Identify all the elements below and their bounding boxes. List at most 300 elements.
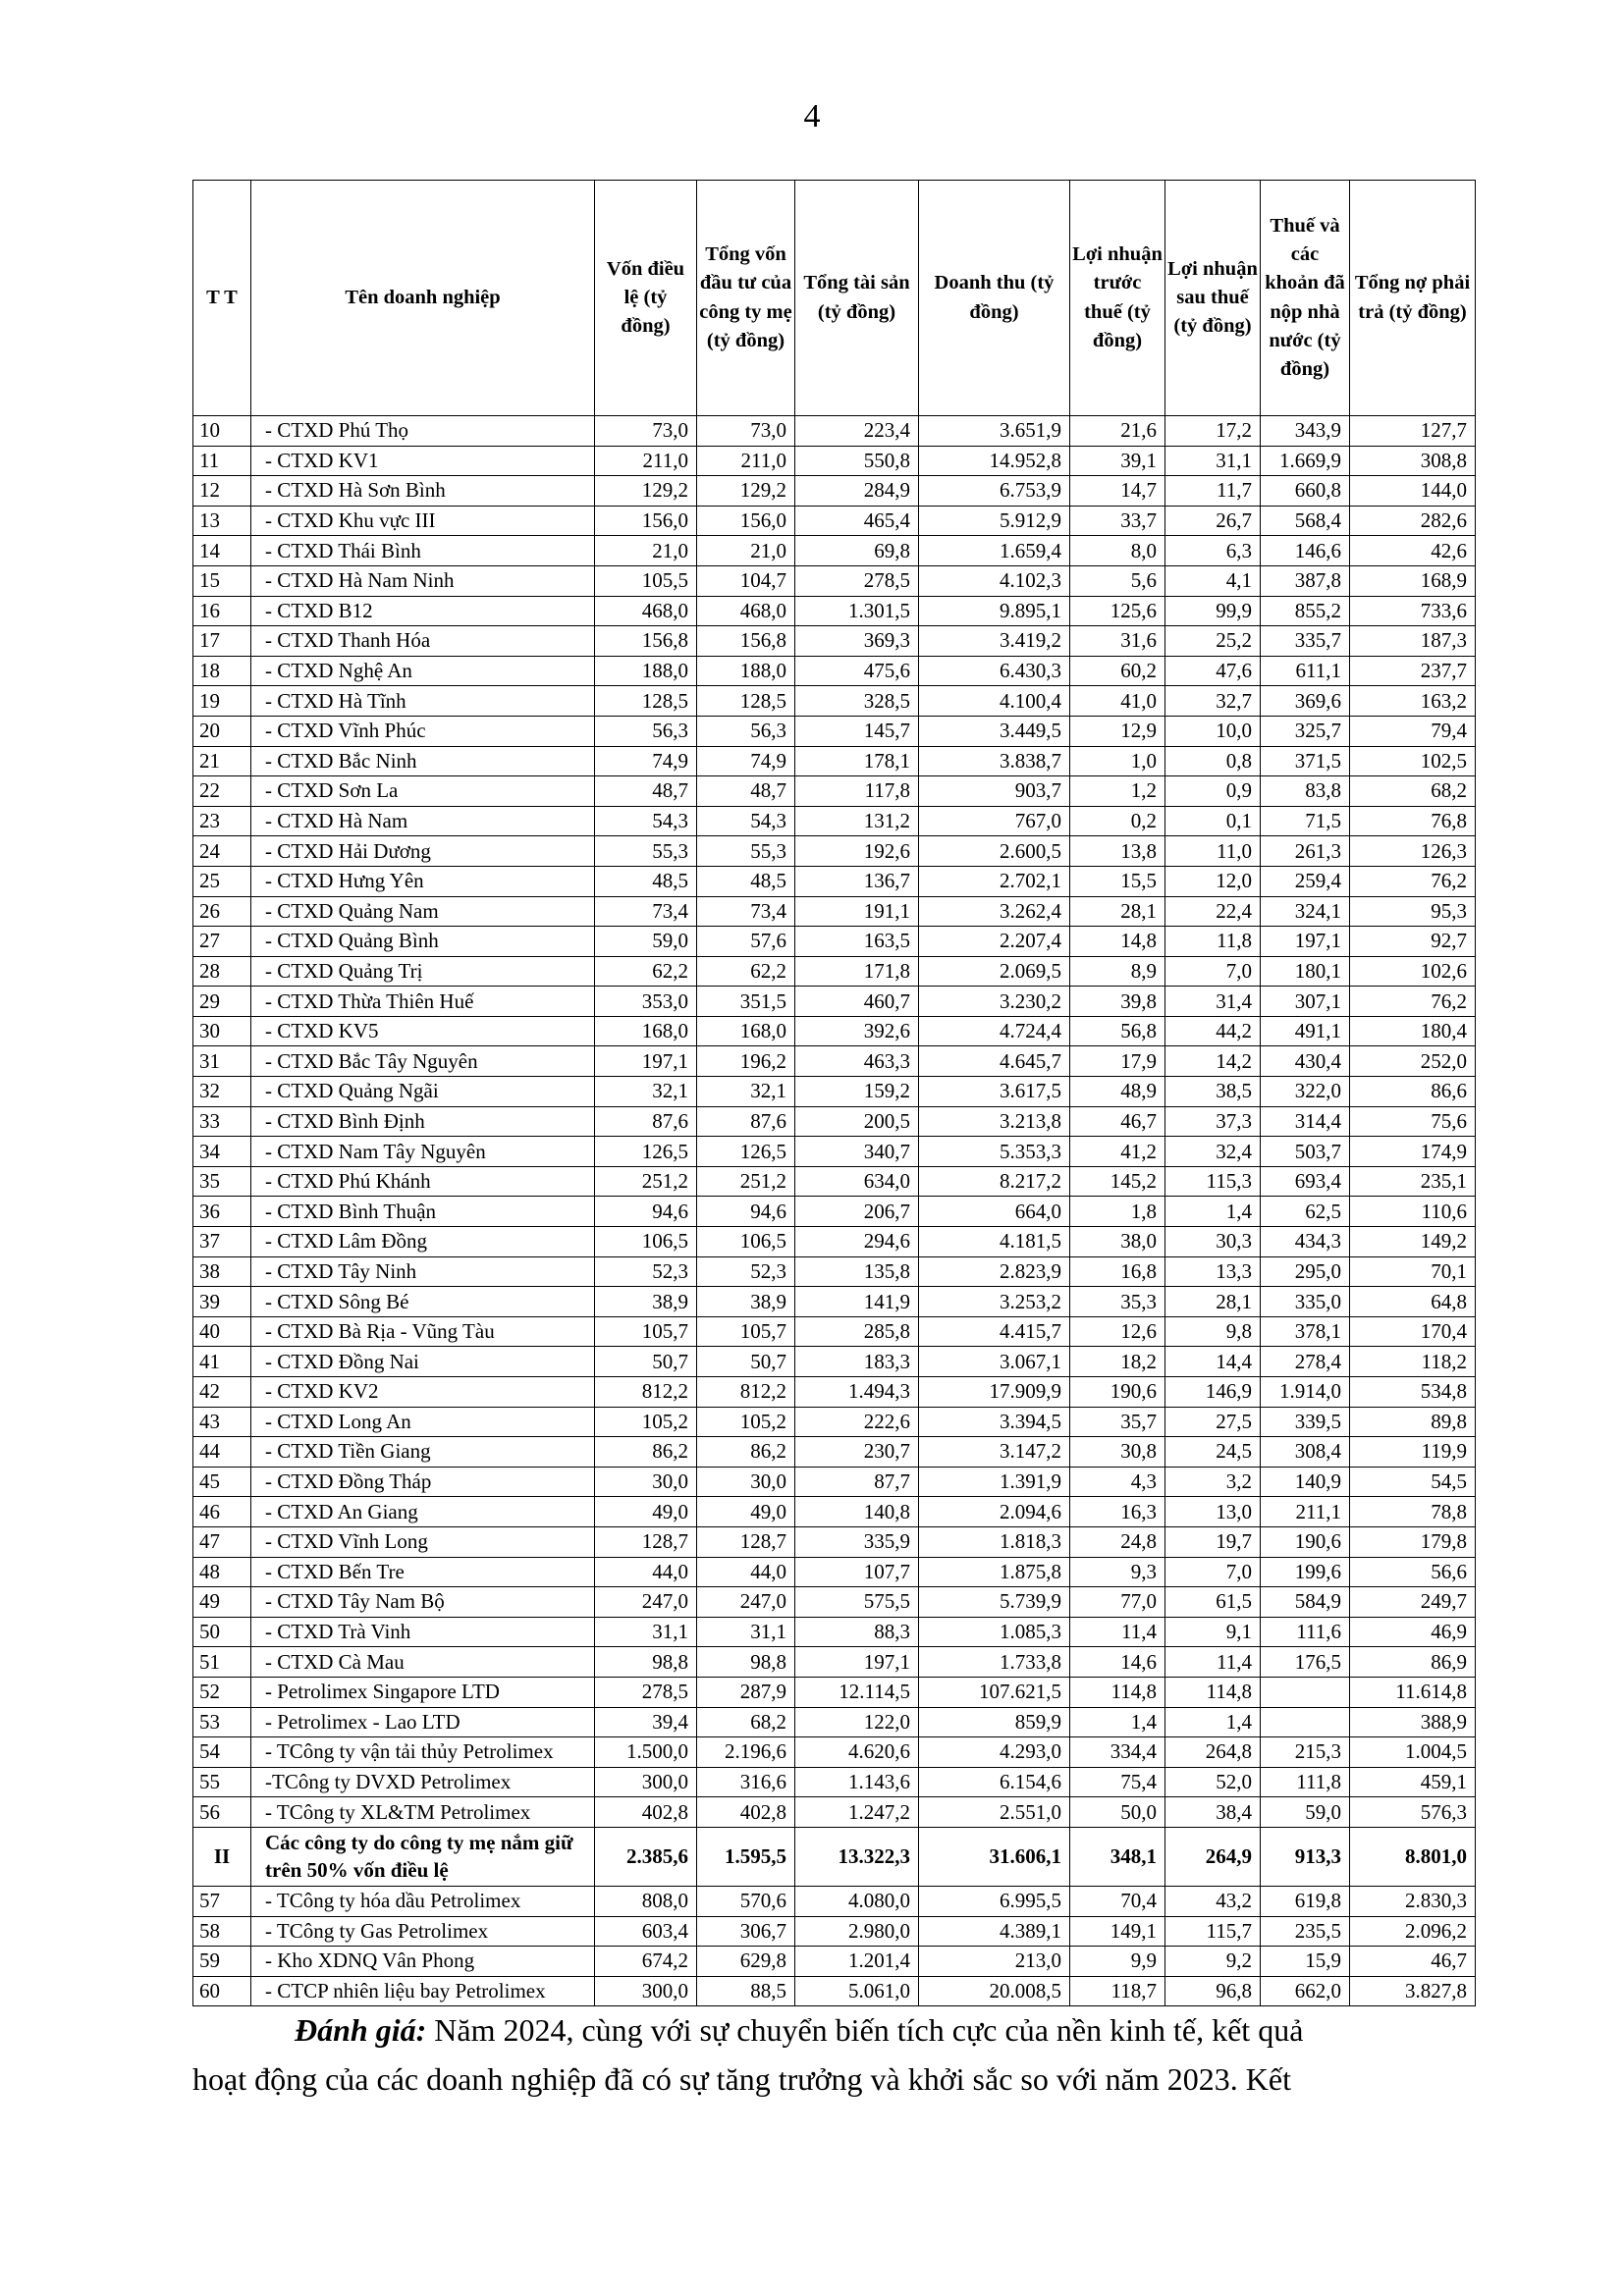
table-row <box>193 1377 1476 1408</box>
cell-enterprise-name: - CTXD Trà Vinh <box>251 1617 595 1647</box>
cell-profit-after-tax: 1,4 <box>1165 1707 1261 1737</box>
cell-charter-capital: 44,0 <box>595 1557 697 1587</box>
cell-profit-after-tax: 24,5 <box>1165 1437 1261 1468</box>
table-row <box>193 1046 1476 1077</box>
cell-parent-investment: 188,0 <box>697 656 795 686</box>
cell-tt: 49 <box>193 1587 251 1618</box>
cell-charter-capital: 105,5 <box>595 565 697 596</box>
cell-parent-investment: 74,9 <box>697 746 795 776</box>
cell-total-assets: 178,1 <box>795 746 919 776</box>
cell-enterprise-name: - CTXD Quảng Nam <box>251 896 595 927</box>
cell-enterprise-name: - CTXD Thái Bình <box>251 536 595 566</box>
cell-profit-before-tax: 50,0 <box>1070 1797 1165 1828</box>
cell-profit-after-tax: 14,4 <box>1165 1347 1261 1377</box>
cell-total-liabilities: 163,2 <box>1350 686 1476 717</box>
cell-taxes-paid: 261,3 <box>1261 836 1350 867</box>
cell-tt: 54 <box>193 1737 251 1768</box>
cell-tt: 38 <box>193 1256 251 1287</box>
table-row <box>193 1677 1476 1707</box>
cell-tt: 24 <box>193 836 251 867</box>
cell-parent-investment: 126,5 <box>697 1137 795 1167</box>
cell-enterprise-name: - CTXD Hải Dương <box>251 836 595 867</box>
cell-total-liabilities: 70,1 <box>1350 1256 1476 1287</box>
cell-charter-capital: 105,7 <box>595 1316 697 1347</box>
cell-charter-capital: 278,5 <box>595 1677 697 1707</box>
cell-taxes-paid: 611,1 <box>1261 656 1350 686</box>
cell-enterprise-name: - CTXD Tây Nam Bộ <box>251 1587 595 1618</box>
cell-taxes-paid: 584,9 <box>1261 1587 1350 1618</box>
cell-total-liabilities: 8.801,0 <box>1350 1827 1476 1886</box>
cell-taxes-paid: 335,0 <box>1261 1287 1350 1317</box>
cell-tt: 18 <box>193 656 251 686</box>
cell-charter-capital: 52,3 <box>595 1256 697 1287</box>
cell-revenue: 2.094,6 <box>919 1497 1070 1527</box>
cell-revenue: 3.838,7 <box>919 746 1070 776</box>
cell-enterprise-name: - CTXD B12 <box>251 596 595 626</box>
cell-taxes-paid: 308,4 <box>1261 1437 1350 1468</box>
table-row <box>193 656 1476 686</box>
cell-enterprise-name: - CTXD Thừa Thiên Huế <box>251 987 595 1017</box>
cell-revenue: 3.147,2 <box>919 1437 1070 1468</box>
cell-profit-after-tax: 10,0 <box>1165 716 1261 746</box>
cell-profit-after-tax: 13,3 <box>1165 1256 1261 1287</box>
cell-profit-before-tax: 125,6 <box>1070 596 1165 626</box>
cell-enterprise-name: - CTXD Khu vực III <box>251 506 595 536</box>
cell-profit-before-tax: 8,9 <box>1070 956 1165 987</box>
cell-taxes-paid: 307,1 <box>1261 987 1350 1017</box>
cell-profit-after-tax: 11,0 <box>1165 836 1261 867</box>
cell-tt: 13 <box>193 506 251 536</box>
cell-revenue: 4.389,1 <box>919 1916 1070 1947</box>
cell-charter-capital: 674,2 <box>595 1947 697 1977</box>
cell-charter-capital: 129,2 <box>595 476 697 507</box>
cell-total-liabilities: 249,7 <box>1350 1587 1476 1618</box>
cell-tt: 16 <box>193 596 251 626</box>
header-total-assets: Tổng tài sản (tỷ đồng) <box>795 181 919 416</box>
cell-total-assets: 230,7 <box>795 1437 919 1468</box>
cell-total-assets: 1.247,2 <box>795 1797 919 1828</box>
table-row <box>193 1557 1476 1587</box>
cell-revenue: 17.909,9 <box>919 1377 1070 1408</box>
cell-taxes-paid: 62,5 <box>1261 1197 1350 1227</box>
cell-profit-after-tax: 19,7 <box>1165 1526 1261 1557</box>
cell-profit-after-tax: 9,8 <box>1165 1316 1261 1347</box>
cell-revenue: 664,0 <box>919 1197 1070 1227</box>
cell-total-liabilities: 79,4 <box>1350 716 1476 746</box>
cell-profit-before-tax: 149,1 <box>1070 1916 1165 1947</box>
table-row <box>193 1256 1476 1287</box>
cell-parent-investment: 44,0 <box>697 1557 795 1587</box>
cell-total-liabilities: 2.830,3 <box>1350 1886 1476 1916</box>
cell-profit-before-tax: 9,3 <box>1070 1557 1165 1587</box>
cell-taxes-paid <box>1261 1707 1350 1737</box>
cell-charter-capital: 128,5 <box>595 686 697 717</box>
cell-total-liabilities: 46,9 <box>1350 1617 1476 1647</box>
cell-parent-investment: 94,6 <box>697 1197 795 1227</box>
cell-taxes-paid: 430,4 <box>1261 1046 1350 1077</box>
cell-parent-investment: 156,8 <box>697 626 795 657</box>
cell-profit-before-tax: 16,3 <box>1070 1497 1165 1527</box>
cell-enterprise-name: - CTXD KV1 <box>251 446 595 476</box>
cell-charter-capital: 56,3 <box>595 716 697 746</box>
table-row <box>193 1647 1476 1678</box>
cell-profit-after-tax: 0,8 <box>1165 746 1261 776</box>
table-row <box>193 956 1476 987</box>
cell-total-liabilities: 126,3 <box>1350 836 1476 867</box>
cell-total-liabilities: 388,9 <box>1350 1707 1476 1737</box>
cell-profit-after-tax: 47,6 <box>1165 656 1261 686</box>
cell-profit-after-tax: 115,3 <box>1165 1166 1261 1197</box>
cell-taxes-paid: 59,0 <box>1261 1797 1350 1828</box>
cell-revenue: 3.651,9 <box>919 416 1070 447</box>
cell-profit-before-tax: 24,8 <box>1070 1526 1165 1557</box>
cell-parent-investment: 128,7 <box>697 1526 795 1557</box>
cell-charter-capital: 128,7 <box>595 1526 697 1557</box>
cell-enterprise-name: - CTXD Phú Thọ <box>251 416 595 447</box>
header-profit-after-tax: Lợi nhuận sau thuế (tỷ đồng) <box>1165 181 1261 416</box>
cell-revenue: 4.100,4 <box>919 686 1070 717</box>
cell-taxes-paid: 343,9 <box>1261 416 1350 447</box>
cell-profit-after-tax: 7,0 <box>1165 956 1261 987</box>
cell-total-liabilities: 1.004,5 <box>1350 1737 1476 1768</box>
cell-enterprise-name: - TCông ty vận tải thủy Petrolimex <box>251 1737 595 1768</box>
cell-parent-investment: 156,0 <box>697 506 795 536</box>
cell-profit-before-tax: 21,6 <box>1070 416 1165 447</box>
cell-profit-after-tax: 30,3 <box>1165 1227 1261 1257</box>
cell-profit-before-tax: 348,1 <box>1070 1827 1165 1886</box>
cell-charter-capital: 38,9 <box>595 1287 697 1317</box>
cell-enterprise-name: - CTXD Đồng Tháp <box>251 1467 595 1497</box>
cell-enterprise-name: - CTXD Bà Rịa - Vũng Tàu <box>251 1316 595 1347</box>
cell-parent-investment: 87,6 <box>697 1106 795 1137</box>
cell-tt: 21 <box>193 746 251 776</box>
cell-total-liabilities: 170,4 <box>1350 1316 1476 1347</box>
cell-revenue: 5.739,9 <box>919 1587 1070 1618</box>
cell-total-assets: 117,8 <box>795 776 919 807</box>
cell-taxes-paid: 335,7 <box>1261 626 1350 657</box>
table-row <box>193 1976 1476 2006</box>
cell-total-liabilities: 459,1 <box>1350 1767 1476 1797</box>
cell-tt: 47 <box>193 1526 251 1557</box>
cell-charter-capital: 50,7 <box>595 1347 697 1377</box>
cell-total-assets: 550,8 <box>795 446 919 476</box>
cell-profit-after-tax: 38,4 <box>1165 1797 1261 1828</box>
cell-profit-after-tax: 11,8 <box>1165 927 1261 957</box>
cell-profit-after-tax: 32,4 <box>1165 1137 1261 1167</box>
cell-profit-before-tax: 114,8 <box>1070 1677 1165 1707</box>
cell-enterprise-name: - CTXD KV5 <box>251 1016 595 1046</box>
cell-profit-before-tax: 4,3 <box>1070 1467 1165 1497</box>
cell-profit-after-tax: 22,4 <box>1165 896 1261 927</box>
cell-total-liabilities: 127,7 <box>1350 416 1476 447</box>
cell-total-assets: 465,4 <box>795 506 919 536</box>
table-row <box>193 1617 1476 1647</box>
cell-parent-investment: 247,0 <box>697 1587 795 1618</box>
cell-revenue: 4.415,7 <box>919 1316 1070 1347</box>
cell-total-liabilities: 235,1 <box>1350 1166 1476 1197</box>
cell-total-assets: 145,7 <box>795 716 919 746</box>
cell-total-liabilities: 174,9 <box>1350 1137 1476 1167</box>
table-row <box>193 446 1476 476</box>
cell-charter-capital: 156,8 <box>595 626 697 657</box>
cell-profit-after-tax: 1,4 <box>1165 1197 1261 1227</box>
cell-enterprise-name: - Petrolimex Singapore LTD <box>251 1677 595 1707</box>
cell-revenue: 3.213,8 <box>919 1106 1070 1137</box>
cell-parent-investment: 316,6 <box>697 1767 795 1797</box>
table-row <box>193 1227 1476 1257</box>
cell-total-liabilities: 76,2 <box>1350 987 1476 1017</box>
cell-tt: 28 <box>193 956 251 987</box>
cell-total-liabilities: 576,3 <box>1350 1797 1476 1828</box>
cell-charter-capital: 48,5 <box>595 866 697 896</box>
header-profit-before-tax: Lợi nhuận trước thuế (tỷ đồng) <box>1070 181 1165 416</box>
enterprise-table <box>192 180 1476 2006</box>
cell-profit-after-tax: 99,9 <box>1165 596 1261 626</box>
cell-profit-before-tax: 77,0 <box>1070 1587 1165 1618</box>
cell-revenue: 2.823,9 <box>919 1256 1070 1287</box>
cell-profit-before-tax: 48,9 <box>1070 1077 1165 1107</box>
table-row <box>193 626 1476 657</box>
cell-tt: 14 <box>193 536 251 566</box>
cell-tt: 29 <box>193 987 251 1017</box>
cell-total-assets: 122,0 <box>795 1707 919 1737</box>
cell-profit-after-tax: 43,2 <box>1165 1886 1261 1916</box>
cell-profit-before-tax: 70,4 <box>1070 1886 1165 1916</box>
cell-enterprise-name: - CTXD Lâm Đồng <box>251 1227 595 1257</box>
cell-total-assets: 340,7 <box>795 1137 919 1167</box>
cell-charter-capital: 59,0 <box>595 927 697 957</box>
table-row <box>193 1707 1476 1737</box>
cell-parent-investment: 68,2 <box>697 1707 795 1737</box>
cell-charter-capital: 156,0 <box>595 506 697 536</box>
cell-profit-before-tax: 31,6 <box>1070 626 1165 657</box>
cell-enterprise-name: - CTXD Tây Ninh <box>251 1256 595 1287</box>
cell-profit-before-tax: 12,6 <box>1070 1316 1165 1347</box>
assessment-lead: Đánh giá: <box>295 2012 427 2048</box>
cell-tt: 20 <box>193 716 251 746</box>
cell-revenue: 1.085,3 <box>919 1617 1070 1647</box>
cell-tt: 19 <box>193 686 251 717</box>
cell-charter-capital: 32,1 <box>595 1077 697 1107</box>
cell-parent-investment: 104,7 <box>697 565 795 596</box>
cell-enterprise-name: - CTXD KV2 <box>251 1377 595 1408</box>
cell-total-assets: 460,7 <box>795 987 919 1017</box>
cell-enterprise-name: - CTXD Hưng Yên <box>251 866 595 896</box>
cell-taxes-paid: 1.669,9 <box>1261 446 1350 476</box>
cell-taxes-paid <box>1261 1677 1350 1707</box>
cell-parent-investment: 73,0 <box>697 416 795 447</box>
cell-total-assets: 197,1 <box>795 1647 919 1678</box>
cell-tt: 17 <box>193 626 251 657</box>
cell-charter-capital: 73,4 <box>595 896 697 927</box>
cell-tt: 11 <box>193 446 251 476</box>
cell-taxes-paid: 619,8 <box>1261 1886 1350 1916</box>
cell-total-liabilities: 78,8 <box>1350 1497 1476 1527</box>
cell-total-liabilities: 733,6 <box>1350 596 1476 626</box>
cell-taxes-paid: 71,5 <box>1261 806 1350 836</box>
cell-parent-investment: 48,5 <box>697 866 795 896</box>
cell-charter-capital: 30,0 <box>595 1467 697 1497</box>
cell-charter-capital: 87,6 <box>595 1106 697 1137</box>
cell-total-assets: 140,8 <box>795 1497 919 1527</box>
cell-enterprise-name: - CTXD Sơn La <box>251 776 595 807</box>
cell-charter-capital: 31,1 <box>595 1617 697 1647</box>
table-row <box>193 1197 1476 1227</box>
cell-revenue: 6.154,6 <box>919 1767 1070 1797</box>
cell-taxes-paid: 434,3 <box>1261 1227 1350 1257</box>
cell-revenue: 4.724,4 <box>919 1016 1070 1046</box>
cell-profit-before-tax: 5,6 <box>1070 565 1165 596</box>
cell-total-assets: 191,1 <box>795 896 919 927</box>
cell-revenue: 2.069,5 <box>919 956 1070 987</box>
cell-revenue: 8.217,2 <box>919 1166 1070 1197</box>
cell-tt: 53 <box>193 1707 251 1737</box>
cell-profit-before-tax: 1,8 <box>1070 1197 1165 1227</box>
cell-revenue: 3.419,2 <box>919 626 1070 657</box>
table-row <box>193 1137 1476 1167</box>
cell-profit-before-tax: 0,2 <box>1070 806 1165 836</box>
cell-total-liabilities: 534,8 <box>1350 1377 1476 1408</box>
cell-taxes-paid: 491,1 <box>1261 1016 1350 1046</box>
cell-enterprise-name: - TCông ty Gas Petrolimex <box>251 1916 595 1947</box>
cell-taxes-paid: 913,3 <box>1261 1827 1350 1886</box>
cell-taxes-paid: 378,1 <box>1261 1316 1350 1347</box>
cell-charter-capital: 300,0 <box>595 1976 697 2006</box>
cell-taxes-paid: 146,6 <box>1261 536 1350 566</box>
cell-profit-after-tax: 14,2 <box>1165 1046 1261 1077</box>
cell-profit-before-tax: 41,2 <box>1070 1137 1165 1167</box>
cell-total-liabilities: 2.096,2 <box>1350 1916 1476 1947</box>
cell-total-liabilities: 42,6 <box>1350 536 1476 566</box>
cell-taxes-paid: 259,4 <box>1261 866 1350 896</box>
cell-profit-after-tax: 44,2 <box>1165 1016 1261 1046</box>
cell-profit-after-tax: 11,7 <box>1165 476 1261 507</box>
assessment-line-2: hoạt động của các doanh nghiệp đã có sự tăng trưởng và khởi sắc so với năm 2023. Kết <box>192 2061 1291 2097</box>
page-number: 4 <box>803 98 821 134</box>
cell-profit-after-tax: 61,5 <box>1165 1587 1261 1618</box>
cell-total-liabilities: 118,2 <box>1350 1347 1476 1377</box>
cell-charter-capital: 812,2 <box>595 1377 697 1408</box>
cell-charter-capital: 21,0 <box>595 536 697 566</box>
cell-profit-after-tax: 9,2 <box>1165 1947 1261 1977</box>
cell-profit-after-tax: 96,8 <box>1165 1976 1261 2006</box>
cell-profit-before-tax: 39,1 <box>1070 446 1165 476</box>
table-row <box>193 1077 1476 1107</box>
cell-total-assets: 183,3 <box>795 1347 919 1377</box>
cell-profit-before-tax: 56,8 <box>1070 1016 1165 1046</box>
cell-charter-capital: 55,3 <box>595 836 697 867</box>
cell-enterprise-name: Các công ty do công ty mẹ nắm giữ trên 50% vốn điều lệ <box>251 1827 595 1886</box>
cell-enterprise-name: - CTXD Bình Định <box>251 1106 595 1137</box>
cell-total-liabilities: 86,6 <box>1350 1077 1476 1107</box>
cell-enterprise-name: - CTXD Bến Tre <box>251 1557 595 1587</box>
cell-parent-investment: 49,0 <box>697 1497 795 1527</box>
cell-taxes-paid: 295,0 <box>1261 1256 1350 1287</box>
cell-profit-after-tax: 7,0 <box>1165 1557 1261 1587</box>
cell-charter-capital: 126,5 <box>595 1137 697 1167</box>
cell-total-liabilities: 144,0 <box>1350 476 1476 507</box>
table-row <box>193 1016 1476 1046</box>
table-row <box>193 1916 1476 1947</box>
cell-parent-investment: 73,4 <box>697 896 795 927</box>
header-taxes-paid: Thuế và các khoản đã nộp nhà nước (tỷ đồng) <box>1261 181 1350 416</box>
cell-revenue: 20.008,5 <box>919 1976 1070 2006</box>
cell-charter-capital: 106,5 <box>595 1227 697 1257</box>
cell-taxes-paid: 180,1 <box>1261 956 1350 987</box>
cell-taxes-paid: 855,2 <box>1261 596 1350 626</box>
cell-profit-before-tax: 11,4 <box>1070 1617 1165 1647</box>
cell-tt: 59 <box>193 1947 251 1977</box>
cell-charter-capital: 62,2 <box>595 956 697 987</box>
cell-parent-investment: 86,2 <box>697 1437 795 1468</box>
cell-tt: 43 <box>193 1407 251 1437</box>
cell-total-liabilities: 308,8 <box>1350 446 1476 476</box>
cell-total-liabilities: 3.827,8 <box>1350 1976 1476 2006</box>
cell-profit-before-tax: 38,0 <box>1070 1227 1165 1257</box>
cell-charter-capital: 468,0 <box>595 596 697 626</box>
table-group-row <box>193 1827 1476 1886</box>
cell-total-liabilities: 237,7 <box>1350 656 1476 686</box>
cell-enterprise-name: - CTXD Bắc Ninh <box>251 746 595 776</box>
cell-tt: 60 <box>193 1976 251 2006</box>
cell-revenue: 4.645,7 <box>919 1046 1070 1077</box>
cell-profit-after-tax: 264,8 <box>1165 1737 1261 1768</box>
cell-total-liabilities: 11.614,8 <box>1350 1677 1476 1707</box>
cell-total-assets: 328,5 <box>795 686 919 717</box>
cell-total-assets: 463,3 <box>795 1046 919 1077</box>
cell-tt: 10 <box>193 416 251 447</box>
cell-charter-capital: 54,3 <box>595 806 697 836</box>
table-row <box>193 1737 1476 1768</box>
cell-total-assets: 69,8 <box>795 536 919 566</box>
cell-tt: 23 <box>193 806 251 836</box>
cell-revenue: 1.659,4 <box>919 536 1070 566</box>
cell-enterprise-name: - CTXD Đồng Nai <box>251 1347 595 1377</box>
table-row <box>193 716 1476 746</box>
cell-parent-investment: 32,1 <box>697 1077 795 1107</box>
cell-total-liabilities: 102,5 <box>1350 746 1476 776</box>
cell-total-liabilities: 252,0 <box>1350 1046 1476 1077</box>
header-revenue: Doanh thu (tỷ đồng) <box>919 181 1070 416</box>
cell-enterprise-name: - CTXD Nam Tây Nguyên <box>251 1137 595 1167</box>
cell-tt: 52 <box>193 1677 251 1707</box>
cell-total-assets: 1.301,5 <box>795 596 919 626</box>
cell-tt: 22 <box>193 776 251 807</box>
cell-charter-capital: 251,2 <box>595 1166 697 1197</box>
cell-total-liabilities: 119,9 <box>1350 1437 1476 1468</box>
cell-charter-capital: 300,0 <box>595 1767 697 1797</box>
cell-total-assets: 136,7 <box>795 866 919 896</box>
table-row <box>193 1287 1476 1317</box>
cell-parent-investment: 287,9 <box>697 1677 795 1707</box>
table-row <box>193 987 1476 1017</box>
cell-total-assets: 192,6 <box>795 836 919 867</box>
cell-revenue: 9.895,1 <box>919 596 1070 626</box>
table-row <box>193 596 1476 626</box>
cell-enterprise-name: - CTXD Quảng Ngãi <box>251 1077 595 1107</box>
cell-enterprise-name: - CTXD Cà Mau <box>251 1647 595 1678</box>
cell-profit-before-tax: 334,4 <box>1070 1737 1165 1768</box>
table-row <box>193 1947 1476 1977</box>
cell-parent-investment: 105,7 <box>697 1316 795 1347</box>
cell-taxes-paid: 387,8 <box>1261 565 1350 596</box>
cell-parent-investment: 38,9 <box>697 1287 795 1317</box>
cell-profit-after-tax: 146,9 <box>1165 1377 1261 1408</box>
cell-profit-after-tax: 6,3 <box>1165 536 1261 566</box>
cell-total-liabilities: 92,7 <box>1350 927 1476 957</box>
cell-profit-after-tax: 0,1 <box>1165 806 1261 836</box>
header-total-liabilities: Tổng nợ phải trả (tỷ đồng) <box>1350 181 1476 416</box>
